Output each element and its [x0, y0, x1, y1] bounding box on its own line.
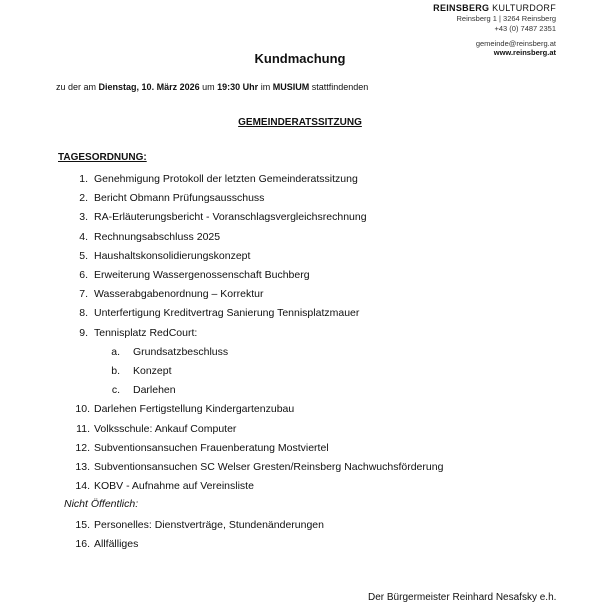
letterhead-name-bold: REINSBERG: [433, 3, 490, 13]
list-item: [0, 422, 600, 436]
section-title: GEMEINDERATSSITZUNG: [238, 117, 362, 128]
letterhead-web: www.reinsberg.at: [493, 48, 556, 58]
invitation-suffix: stattfindenden: [311, 82, 369, 92]
list-item-number: 3.: [79, 211, 88, 224]
list-item: [0, 479, 600, 493]
list-item: [0, 230, 600, 244]
invitation-place: MUSIUM: [272, 82, 310, 92]
list-item-text: Wasserabgabenordnung – Korrektur: [94, 288, 264, 301]
invitation-mid1: um: [202, 82, 215, 92]
invitation-prefix: zu der am: [56, 82, 97, 92]
list-item-number: b.: [111, 365, 120, 377]
list-item-text: Bericht Obmann Prüfungsausschuss: [94, 192, 265, 205]
list-item-text: Darlehen Fertigstellung Kindergartenzubau: [94, 403, 295, 416]
list-item-text: Konzept: [133, 365, 172, 377]
invitation-mid2: im: [260, 82, 271, 92]
letterhead-name-rest: KULTURDORF: [489, 3, 556, 13]
list-item-number: 8.: [79, 307, 88, 320]
list-item-number: c.: [111, 384, 120, 397]
list-item-text: KOBV - Aufnahme auf Vereinsliste: [94, 480, 254, 493]
list-item: [0, 518, 600, 532]
list-item-text: RA-Erläuterungsbericht - Voranschlagsvergleichsrechnung: [94, 211, 367, 224]
invitation-time: 19:30 Uhr: [217, 82, 259, 92]
list-item-text: Subventionsansuchen SC Welser Gresten/Reinsberg Nachwuchsförderung: [94, 461, 444, 473]
list-item-number: 12.: [75, 441, 90, 454]
list-item-number: 5.: [79, 249, 88, 262]
list-item-text: Personelles: Dienstverträge, Stundenänderungen: [94, 518, 324, 531]
letterhead-address: Reinsberg 1 | 3264 Reinsberg: [456, 14, 556, 24]
invitation-date: Dienstag, 10. März 2026: [98, 82, 200, 92]
list-item: [0, 537, 600, 551]
footer-signature: Der Bürgermeister Reinhard Nesafsky e.h.: [368, 592, 557, 603]
list-item-number: 4.: [79, 230, 88, 243]
list-item-text: Grundsatzbeschluss: [133, 345, 229, 358]
list-item-number: 1.: [79, 173, 88, 185]
list-item-number: a.: [111, 345, 120, 358]
list-item-number: 10.: [75, 403, 90, 416]
invitation-line: [56, 82, 368, 92]
agenda-title: TAGESORDNUNG:: [58, 152, 147, 163]
list-item: [0, 306, 600, 320]
list-item-text: Erweiterung Wassergenossenschaft Buchberg: [94, 269, 310, 281]
list-item-number: 2.: [79, 192, 88, 205]
list-item-text: Tennisplatz RedCourt:: [94, 326, 198, 339]
letterhead-phone: +43 (0) 7487 2351: [494, 23, 556, 33]
page-title: Kundmachung: [254, 51, 346, 66]
list-item: [0, 345, 600, 359]
list-item: [0, 287, 600, 301]
list-item-number: 6.: [79, 269, 88, 281]
list-item-text: Subventionsansuchen Frauenberatung Mostviertel: [94, 441, 329, 454]
list-item: [0, 383, 600, 397]
list-item-number: 15.: [75, 518, 90, 531]
list-item-number: 14.: [75, 480, 90, 493]
list-item-number: 13.: [75, 461, 90, 473]
list-item: [0, 172, 600, 186]
letterhead-name: [433, 3, 556, 14]
list-item-text: Genehmigung Protokoll der letzten Gemeinderatssitzung: [94, 173, 358, 185]
list-item-number: 7.: [79, 288, 88, 301]
list-item: [0, 326, 600, 340]
list-item: [0, 249, 600, 263]
list-item-text: Darlehen: [133, 384, 176, 397]
list-item: [0, 268, 600, 282]
list-item-text: Haushaltskonsolidierungskonzept: [94, 249, 251, 262]
list-item-text: Unterfertigung Kreditvertrag Sanierung Tennisplatzmauer: [94, 307, 360, 320]
letterhead: [433, 3, 556, 58]
list-item-number: 16.: [75, 537, 90, 550]
nonpublic-label: Nicht Öffentlich:: [64, 498, 139, 511]
list-item: [0, 441, 600, 455]
list-item: [0, 191, 600, 205]
list-item: [0, 364, 600, 378]
list-item-text: Allfälliges: [94, 537, 139, 550]
letterhead-email: gemeinde@reinsberg.at: [475, 39, 556, 48]
list-item: [0, 460, 600, 474]
list-item: [0, 210, 600, 224]
list-item: [0, 402, 600, 416]
list-item-text: Rechnungsabschluss 2025: [94, 230, 221, 243]
list-item-number: 9.: [79, 326, 88, 339]
list-item-text: Volksschule: Ankauf Computer: [94, 422, 237, 435]
list-item-number: 11.: [76, 422, 90, 435]
